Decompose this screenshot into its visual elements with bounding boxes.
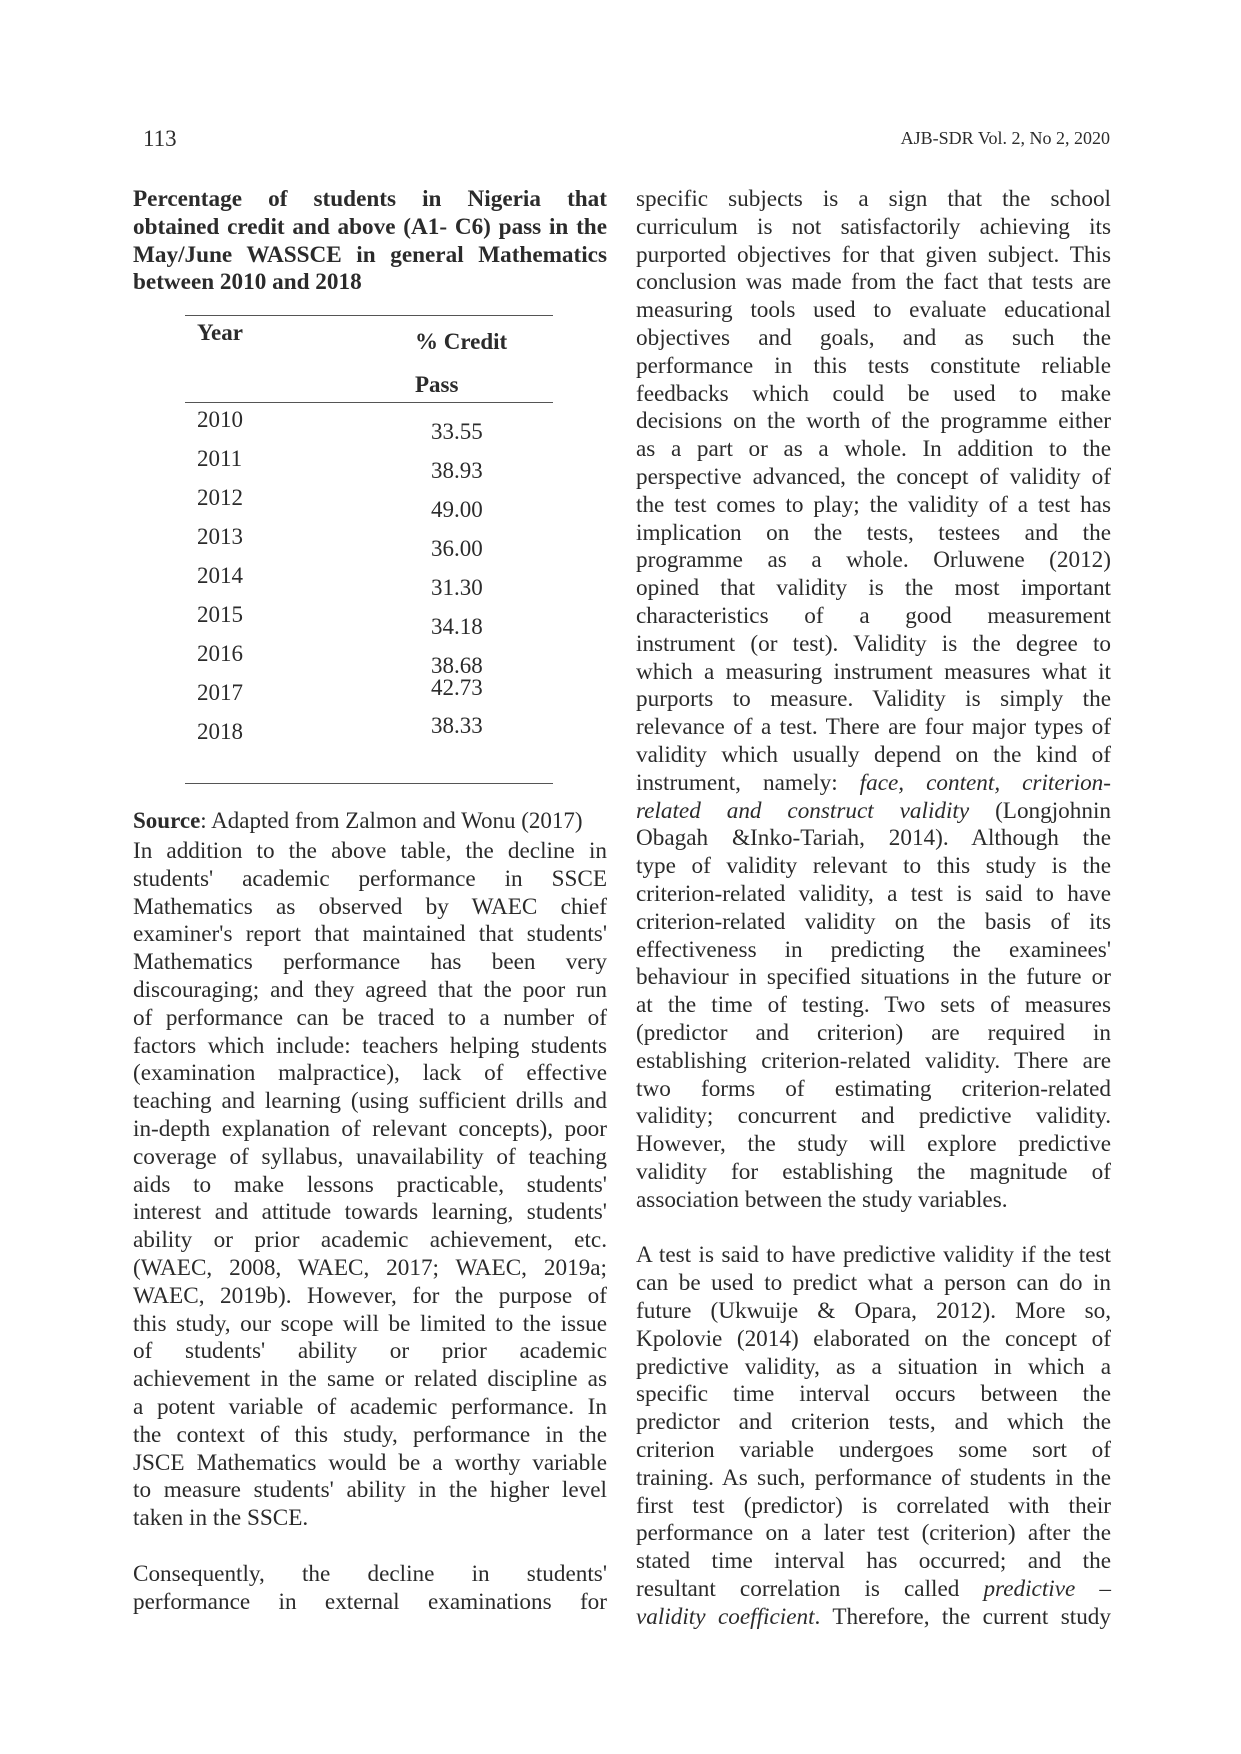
paragraph-line: examiner's report that maintained that students': [133, 921, 607, 948]
table-cell-credit-pass: 36.00: [431, 536, 483, 561]
paragraph-line: Kpolovie (2014) elaborated on the concept of: [636, 1325, 1111, 1352]
table-cell-year: 2012: [197, 485, 243, 510]
paragraph-line: teaching and learning (using sufficient drills and: [133, 1088, 607, 1115]
paragraph-line: purported objectives for that given subject. This: [636, 241, 1111, 268]
paragraph-line: effectiveness in predicting the examinees': [636, 936, 1111, 963]
paragraph-line: discouraging; and they agreed that the poor run: [133, 976, 607, 1003]
table-cell-credit-pass: 49.00: [431, 497, 483, 522]
paragraph-line: which a measuring instrument measures what it: [636, 658, 1111, 685]
paragraph-line: interest and attitude towards learning, students': [133, 1199, 607, 1226]
column-header-credit-line2: Pass: [415, 372, 459, 397]
validity-types-italic: face, content, criterion-: [859, 769, 1111, 796]
paragraph-line: training. As such, performance of students in the: [636, 1464, 1111, 1491]
table-cell-credit-pass: 33.55: [431, 419, 483, 444]
paragraph-line: purports to measure. Validity is simply the: [636, 686, 1111, 713]
paragraph-line: in-depth explanation of relevant concepts), poor: [133, 1115, 607, 1142]
paragraph-line: achievement in the same or related discipline as: [133, 1366, 607, 1393]
column-header-credit-pass: [415, 320, 507, 406]
paragraph-gap: [133, 1533, 607, 1561]
paragraph-line: stated time interval has occurred; and the: [636, 1548, 1111, 1575]
paragraph-line: factors which include: teachers helping students: [133, 1032, 607, 1059]
paragraph-line: related and construct validity (Longjohnin: [636, 797, 1111, 824]
validity-coefficient-term: validity coefficient: [636, 1603, 815, 1630]
predictive-validity-term: predictive –: [983, 1576, 1111, 1603]
paragraph-line: validity which usually depend on the kind of: [636, 741, 1111, 768]
paragraph-line: ability or prior academic achievement, etc.: [133, 1227, 607, 1254]
table-cell-year: 2016: [197, 641, 243, 666]
paragraph-line: predictive validity, as a situation in which a: [636, 1353, 1111, 1380]
paragraph-line: the test comes to play; the validity of a test has: [636, 491, 1111, 518]
paragraph-line: validity coefficient. Therefore, the current study: [636, 1603, 1111, 1630]
page-number: 113: [143, 126, 177, 151]
paragraph-line: criterion-related validity on the basis of its: [636, 908, 1111, 935]
source-label: Source: [133, 808, 201, 833]
paragraph-line: (predictor and criterion) are required in: [636, 1019, 1111, 1046]
paragraph-line: the context of this study, performance in the: [133, 1421, 607, 1448]
table-cell-year: 2011: [197, 446, 243, 471]
paragraph-line: perspective advanced, the concept of validity of: [636, 463, 1111, 490]
paragraph-line: WAEC, 2019b). However, for the purpose of: [133, 1282, 607, 1309]
paragraph-line: performance in this tests constitute reliable: [636, 352, 1111, 379]
table-title-line: between 2010 and 2018: [133, 269, 362, 296]
paragraph-line: can be used to predict what a person can do in: [636, 1270, 1111, 1297]
table-title-line: obtained credit and above (A1- C6) pass in the: [133, 213, 607, 240]
paragraph-line: as a part or as a whole. In addition to the: [636, 436, 1111, 463]
paragraph-line: validity; concurrent and predictive validity.: [636, 1103, 1111, 1130]
paragraph-line: Mathematics performance has been very: [133, 949, 607, 976]
paragraph-line: taken in the SSCE.: [133, 1505, 309, 1532]
paragraph-line: objectives and goals, and as such the: [636, 324, 1111, 351]
table-cell-year: 2010: [197, 407, 243, 432]
paragraph-line: programme as a whole. Orluwene (2012): [636, 547, 1111, 574]
column-header-year: Year: [197, 320, 243, 345]
paragraph-line: coverage of syllabus, unavailability of teaching: [133, 1143, 607, 1170]
table-cell-credit-pass: 31.30: [431, 575, 483, 600]
table-title-line: Percentage of students in Nigeria that: [133, 186, 607, 212]
paragraph-line: of students' ability or prior academic: [133, 1338, 607, 1365]
table-cell-credit-pass: 42.73: [431, 675, 483, 700]
table-title-line: May/June WASSCE in general Mathematics: [133, 241, 607, 268]
table-body: [185, 403, 553, 783]
paragraph-line: relevance of a test. There are four major types of: [636, 714, 1111, 741]
paragraph-line: criterion variable undergoes some sort of: [636, 1437, 1111, 1464]
paragraph-line: future (Ukwuije & Opara, 2012). More so,: [636, 1298, 1111, 1325]
paragraph-line: (examination malpractice), lack of effective: [133, 1060, 607, 1087]
paragraph-line: However, the study will explore predictive: [636, 1131, 1111, 1158]
paragraph-line: first test (predictor) is correlated with their: [636, 1492, 1111, 1519]
validity-types-italic: related and construct validity: [636, 797, 970, 824]
table-title: [133, 186, 607, 297]
table-header-row: [185, 316, 553, 402]
paragraph-line: a potent variable of academic performance. In: [133, 1393, 607, 1420]
paragraph-line: characteristics of a good measurement: [636, 602, 1111, 629]
table-cell-credit-pass: 38.68: [431, 653, 483, 678]
table-cell-year: 2014: [197, 563, 243, 588]
paragraph-line: conclusion was made from the fact that tests are: [636, 269, 1111, 296]
paragraph-line: instrument, namely: face, content, criterion-: [636, 769, 1111, 796]
paragraph-line: specific subjects is a sign that the school: [636, 186, 1111, 212]
paragraph-line: validity for establishing the magnitude of: [636, 1158, 1111, 1185]
paragraph-line: association between the study variables.: [636, 1186, 1008, 1213]
paragraph-line: performance on a later test (criterion) after the: [636, 1520, 1111, 1547]
paragraph-line: aids to make lessons practicable, students': [133, 1171, 607, 1198]
paragraph-line: JSCE Mathematics would be a worthy variable: [133, 1449, 607, 1476]
paragraph-line: Obagah &Inko-Tariah, 2014). Although the: [636, 825, 1111, 852]
table-cell-year: 2015: [197, 602, 243, 627]
table-cell-credit-pass: 38.93: [431, 458, 483, 483]
credit-pass-table: [185, 315, 553, 784]
paragraph-line: Mathematics as observed by WAEC chief: [133, 893, 607, 920]
paragraph-gap: [636, 1214, 1111, 1242]
paragraph-line: curriculum is not satisfactorily achieving its: [636, 213, 1111, 240]
paragraph-line: performance in external examinations for: [133, 1588, 607, 1615]
paragraph-line: In addition to the above table, the decline in: [133, 838, 607, 864]
paragraph-line: two forms of estimating criterion-related: [636, 1075, 1111, 1102]
paragraph-line: (WAEC, 2008, WAEC, 2017; WAEC, 2019a;: [133, 1254, 607, 1281]
running-head: AJB-SDR Vol. 2, No 2, 2020: [900, 128, 1110, 148]
source-text: : Adapted from Zalmon and Wonu (2017): [200, 808, 583, 833]
column-header-credit-line1: % Credit: [415, 329, 508, 354]
paragraph-line: to measure students' ability in the higher level: [133, 1477, 607, 1504]
paragraph-line: students' academic performance in SSCE: [133, 865, 607, 892]
table-cell-year: 2018: [197, 719, 243, 744]
paragraph-line: measuring tools used to evaluate educational: [636, 297, 1111, 324]
paragraph-line: specific time interval occurs between the: [636, 1381, 1111, 1408]
paragraph-line: implication on the tests, testees and the: [636, 519, 1111, 546]
paragraph-line: opined that validity is the most important: [636, 575, 1111, 602]
paragraph-line: this study, our scope will be limited to the issue: [133, 1310, 607, 1337]
paragraph-line: feedbacks which could be used to make: [636, 380, 1111, 407]
paragraph-line: criterion-related validity, a test is said to have: [636, 880, 1111, 907]
paragraph-line: instrument (or test). Validity is the degree to: [636, 630, 1111, 657]
paragraph-line: at the time of testing. Two sets of measures: [636, 992, 1111, 1019]
table-cell-year: 2017: [197, 680, 243, 705]
left-column-body: [133, 838, 607, 1617]
paragraph-line: type of validity relevant to this study is the: [636, 853, 1111, 880]
paragraph-line: resultant correlation is called predictive –: [636, 1576, 1111, 1603]
paragraph-line: A test is said to have predictive validity if the test: [636, 1242, 1111, 1269]
table-cell-credit-pass: 34.18: [431, 614, 483, 639]
paragraph-line: of performance can be traced to a number of: [133, 1004, 607, 1031]
paragraph-line: behaviour in specified situations in the future or: [636, 964, 1111, 991]
table-source: [133, 808, 583, 834]
table-cell-year: 2013: [197, 524, 243, 549]
table-cell-credit-pass: 38.33: [431, 713, 483, 738]
right-column-body: [636, 186, 1111, 1632]
table-bottom-rule: [185, 783, 553, 784]
paragraph-line: decisions on the worth of the programme either: [636, 408, 1111, 435]
paragraph-line: establishing criterion-related validity. There are: [636, 1047, 1111, 1074]
paragraph-line: Consequently, the decline in students': [133, 1560, 607, 1587]
paragraph-line: predictor and criterion tests, and which the: [636, 1409, 1111, 1436]
